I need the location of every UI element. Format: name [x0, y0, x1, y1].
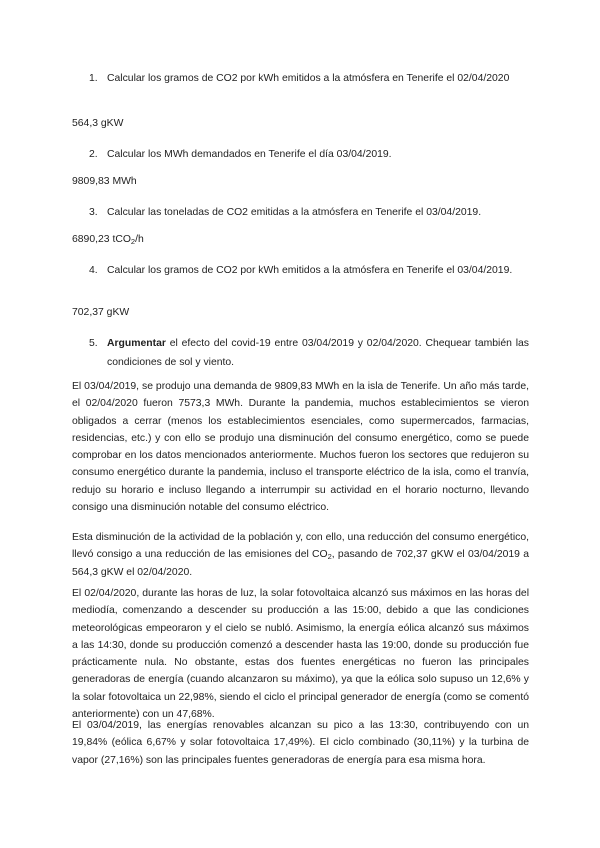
answer-3-unit: /h	[135, 234, 144, 245]
paragraph-2-text	[72, 529, 529, 581]
question-2-text: Calcular los MWh demandados en Tenerife el día 03/04/2019.	[107, 149, 392, 160]
paragraph-3-text: El 02/04/2020, durante las horas de luz, la solar fotovoltaica alcanzó sus máximos en las horas del mediodía, comenzando a descender su producción a las 15:00, debido a que las condiciones meteorológicas empeoraron y el cielo se nubló. Asimismo, la energía eólica alcanzó sus máximos a las 14:30, donde su producción comenzó a descender hasta las 19:00, donde su producción fue prácticamente nula. No obstante, estas dos fuentes energéticas no fueron las principales generadoras de energía (cuando alcanzaron su máximo), ya que la eólica solo supuso un 12,6% y la solar fotovoltaica un 22,98%, siendo el ciclo el principal generador de energía (como se comentó anteriormente) con un 47,68%.	[72, 588, 529, 721]
question-3	[89, 203, 529, 222]
paragraph-1-text: El 03/04/2019, se produjo una demanda de 9809,83 MWh en la isla de Tenerife. Un año más tarde, el 02/04/2020 fueron 7573,3 MWh. Durante la pandemia, muchos establecimientos se vieron obligados a cerrar (menos los establecimientos esenciales, como supermercados, farmacias, residencias, etc.) y con ello se produjo una disminución del consumo energético, como se puede comprobar en los datos mencionados anteriormente. Muchos fueron los sectores que redujeron su consumo energético durante la pandemia, incluso el transporte eléctrico de la isla, como el tranvía, redujo su horario e incluso llegando a interrumpir su actividad en el horario nocturno, llevando consigo una disminución notable del consumo eléctrico.	[72, 381, 529, 514]
question-5-keyword: Argumentar	[107, 338, 166, 349]
answer-3	[72, 233, 144, 247]
question-5-number: 5.	[89, 338, 98, 349]
question-4-number: 4.	[89, 265, 98, 276]
answer-1: 564,3 gKW	[72, 118, 124, 129]
question-1	[89, 69, 529, 88]
paragraph-2-subscript: 2	[327, 552, 332, 562]
question-4-text: Calcular los gramos de CO2 por kWh emitidos a la atmósfera en Tenerife el 03/04/2019.	[107, 265, 513, 276]
question-3-text: Calcular las toneladas de CO2 emitidas a la atmósfera en Tenerife el 03/04/2019.	[107, 207, 482, 218]
question-1-text: Calcular los gramos de CO2 por kWh emitidos a la atmósfera en Tenerife el 02/04/2020	[107, 73, 510, 84]
question-2	[89, 145, 529, 164]
paragraph-4	[72, 717, 529, 769]
answer-3-value: 6890,23 tCO	[72, 234, 131, 245]
paragraph-2-part-a: Esta disminución de la actividad de la población y, con ello, una reducción del consumo energético, llevó consigo a una reducción de las emisiones del CO	[72, 532, 529, 561]
answer-4: 702,37 gKW	[72, 307, 130, 318]
answer-3-subscript: 2	[130, 237, 136, 246]
question-1-number: 1.	[89, 73, 98, 84]
question-5	[89, 334, 529, 372]
paragraph-2-part-b: , pasando de 702,37 gKW el 03/04/2019 a 564,3 gKW el 02/04/2020.	[72, 549, 529, 578]
paragraph-1	[72, 378, 529, 516]
question-4	[89, 261, 529, 280]
question-3-number: 3.	[89, 207, 98, 218]
paragraph-3	[72, 585, 529, 723]
paragraph-4-text: El 03/04/2019, las energías renovables alcanzan su pico a las 13:30, contribuyendo con un 19,84% (eólica 6,67% y solar fotovoltaica 17,49%). El ciclo combinado (30,11%) y la turbina de vapor (27,16%) son las principales fuentes generadoras de energía para esa misma hora.	[72, 720, 529, 766]
question-5-text	[107, 334, 529, 372]
paragraph-2	[72, 529, 529, 581]
question-2-number: 2.	[89, 149, 98, 160]
question-5-rest: el efecto del covid-19 entre 03/04/2019 y 02/04/2020. Chequear también las condiciones de sol y viento.	[107, 338, 529, 368]
answer-2: 9809,83 MWh	[72, 176, 137, 187]
